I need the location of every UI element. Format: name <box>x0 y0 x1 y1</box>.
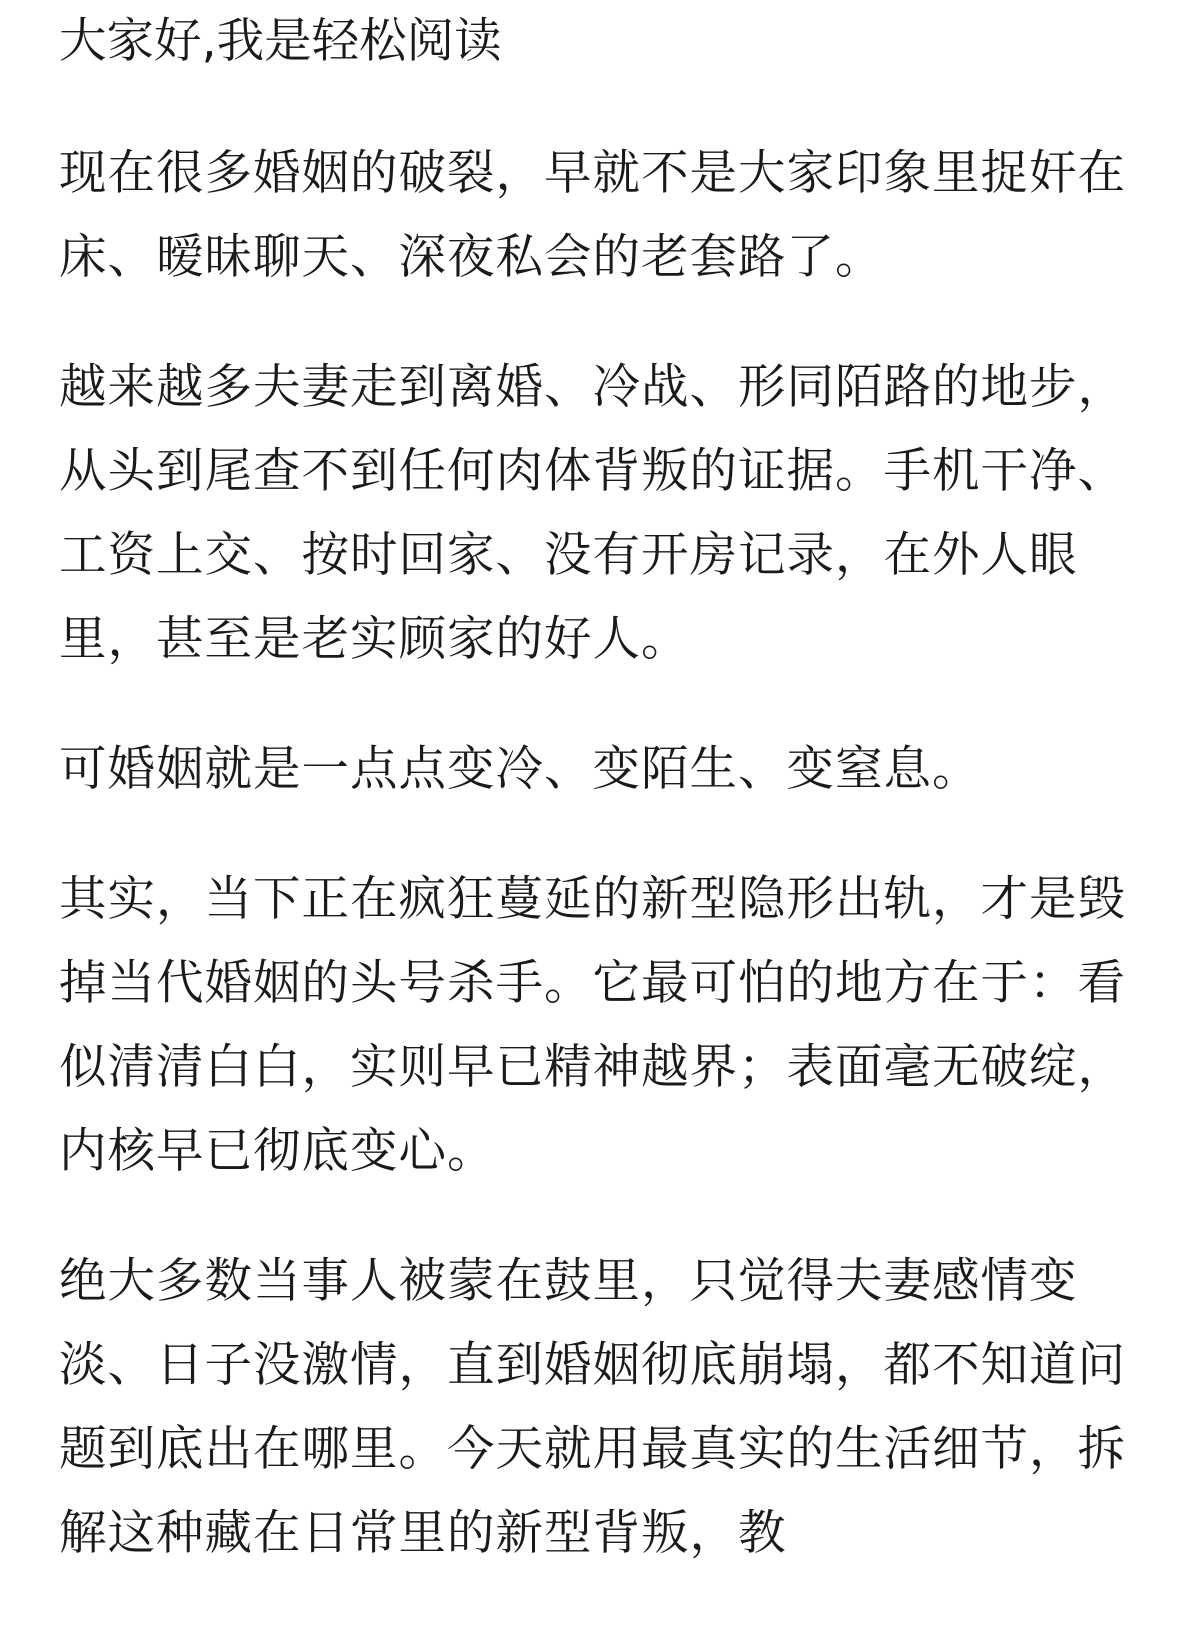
paragraph-5: 绝大多数当事人被蒙在鼓里，只觉得夫妻感情变淡、日子没激情，直到婚姻彻底崩塌，都不知道问题到底出在哪里。今天就用最真实的生活细节，拆解这种藏在日常里的新型背叛，教 <box>59 1254 1126 1561</box>
article-body <box>59 0 1129 1576</box>
paragraph-2: 越来越多夫妻走到离婚、冷战、形同陌路的地步，从头到尾查不到任何肉体背叛的证据。手机干净、工资上交、按时回家、没有开房记录，在外人眼里，甚至是老实顾家的好人。 <box>59 360 1126 667</box>
greeting-line: 大家好,我是轻松阅读 <box>59 14 502 69</box>
paragraph-4: 其实，当下正在疯狂蔓延的新型隐形出轨，才是毁掉当代婚姻的头号杀手。它最可怕的地方在于：看似清清白白，实则早已精神越界；表面毫无破绽，内核早已彻底变心。 <box>59 872 1126 1179</box>
paragraph-3: 可婚姻就是一点点变冷、变陌生、变窒息。 <box>59 742 981 797</box>
paragraph-1: 现在很多婚姻的破裂，早就不是大家印象里捉奸在床、暧昧聊天、深夜私会的老套路了。 <box>59 146 1126 285</box>
